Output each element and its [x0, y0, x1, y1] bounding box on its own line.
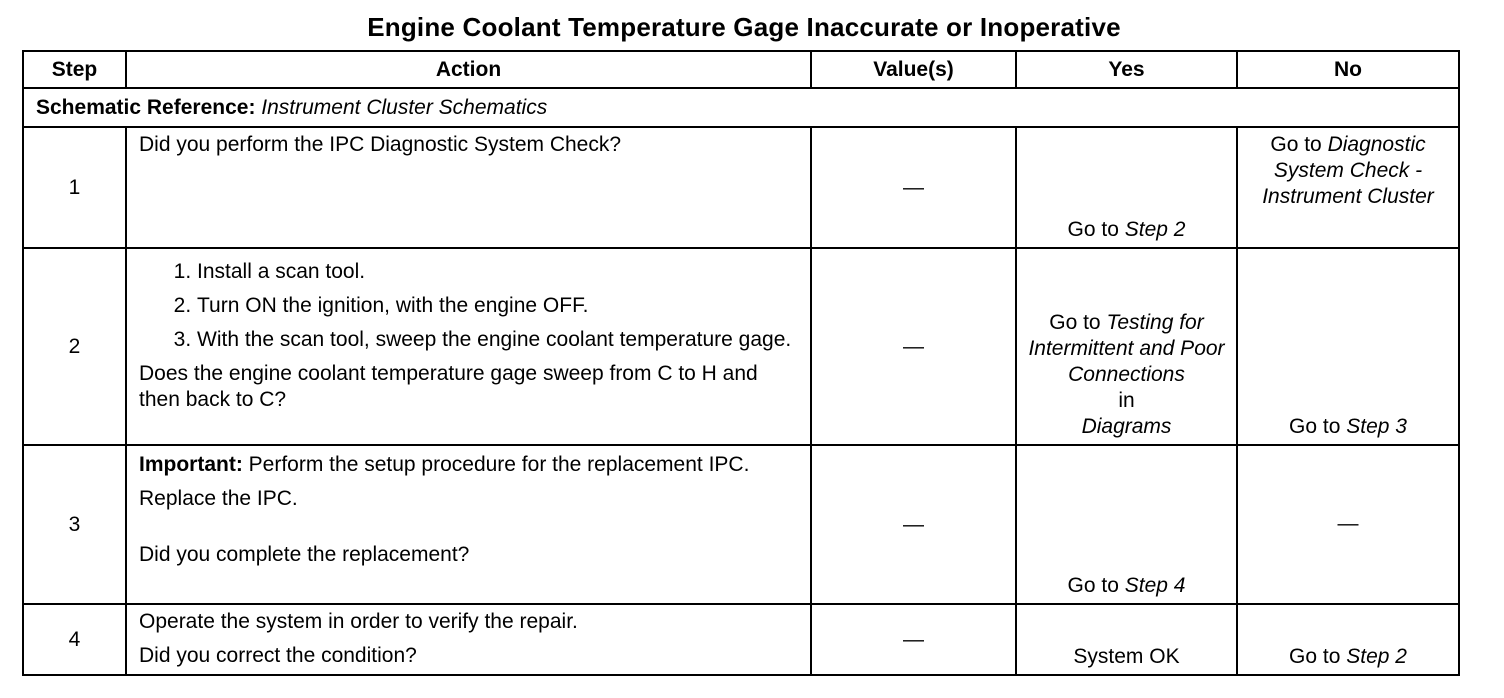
- header-values: Value(s): [811, 51, 1016, 88]
- yes-cell: [1016, 127, 1237, 248]
- value-cell: —: [811, 248, 1016, 445]
- yes-link[interactable]: Step 4: [1124, 574, 1186, 597]
- no-cell: —: [1237, 445, 1459, 604]
- header-no: No: [1237, 51, 1459, 88]
- schematic-link[interactable]: Instrument Cluster Schematics: [261, 95, 548, 119]
- no-link[interactable]: Diagnostic System Check - Instrument Cluster: [1262, 133, 1434, 208]
- diagnostic-table: [22, 50, 1460, 676]
- no-link[interactable]: Step 2: [1346, 645, 1407, 668]
- action-question: Does the engine coolant temperature gage sweep from C to H and then back to C?: [139, 362, 758, 411]
- yes-prefix: Go to: [1049, 311, 1107, 334]
- step-number: 2: [23, 248, 126, 445]
- action-step-item: 2. Turn ON the ignition, with the engine OFF.: [197, 293, 800, 319]
- action-instruction: Operate the system in order to verify the repair.: [139, 610, 578, 633]
- action-steps: [139, 259, 800, 353]
- header-row: [23, 51, 1459, 88]
- no-cell: [1237, 127, 1459, 248]
- value-cell: —: [811, 445, 1016, 604]
- important-label: Important:: [139, 453, 243, 476]
- schematic-reference: [23, 88, 1459, 127]
- header-action: Action: [126, 51, 811, 88]
- yes-cell: [1016, 248, 1237, 445]
- action-cell: [126, 445, 811, 604]
- header-yes: Yes: [1016, 51, 1237, 88]
- yes-prefix: Go to: [1067, 574, 1125, 597]
- no-prefix: Go to: [1289, 645, 1347, 668]
- schematic-row: [23, 88, 1459, 127]
- yes-mid: in: [1118, 389, 1135, 412]
- action-cell: [126, 248, 811, 445]
- table-row: [23, 445, 1459, 604]
- action-step-item: 1. Install a scan tool.: [197, 259, 800, 285]
- action-question: Did you complete the replacement?: [139, 543, 470, 566]
- action-cell: [126, 604, 811, 675]
- yes-link[interactable]: Step 2: [1124, 218, 1186, 241]
- action-cell: [126, 127, 811, 248]
- yes-prefix: Go to: [1067, 218, 1125, 241]
- step-number: 1: [23, 127, 126, 248]
- page-title: Engine Coolant Temperature Gage Inaccurate or Inoperative: [367, 12, 1121, 42]
- step-number: 4: [23, 604, 126, 675]
- important-note: [139, 452, 800, 478]
- no-prefix: Go to: [1289, 415, 1347, 438]
- no-cell: [1237, 248, 1459, 445]
- yes-link[interactable]: Testing for Intermittent and Poor Connections: [1028, 311, 1225, 386]
- no-link[interactable]: Step 3: [1346, 415, 1407, 438]
- value-cell: —: [811, 127, 1016, 248]
- action-question: Did you perform the IPC Diagnostic System Check?: [139, 133, 622, 156]
- action-instruction: Replace the IPC.: [139, 487, 298, 510]
- yes-cell: [1016, 445, 1237, 604]
- no-cell: [1237, 604, 1459, 675]
- schematic-label: Schematic Reference:: [36, 95, 256, 119]
- yes-link-2[interactable]: Diagrams: [1081, 415, 1172, 438]
- yes-cell: System OK: [1016, 604, 1237, 675]
- table-row: [23, 604, 1459, 675]
- value-cell: —: [811, 604, 1016, 675]
- header-step: Step: [23, 51, 126, 88]
- important-text: Perform the setup procedure for the replacement IPC.: [242, 453, 750, 476]
- action-question: Did you correct the condition?: [139, 644, 417, 667]
- action-step-item: 3. With the scan tool, sweep the engine coolant temperature gage.: [197, 327, 800, 353]
- no-prefix: Go to: [1270, 133, 1328, 156]
- step-number: 3: [23, 445, 126, 604]
- table-row: [23, 127, 1459, 248]
- table-row: [23, 248, 1459, 445]
